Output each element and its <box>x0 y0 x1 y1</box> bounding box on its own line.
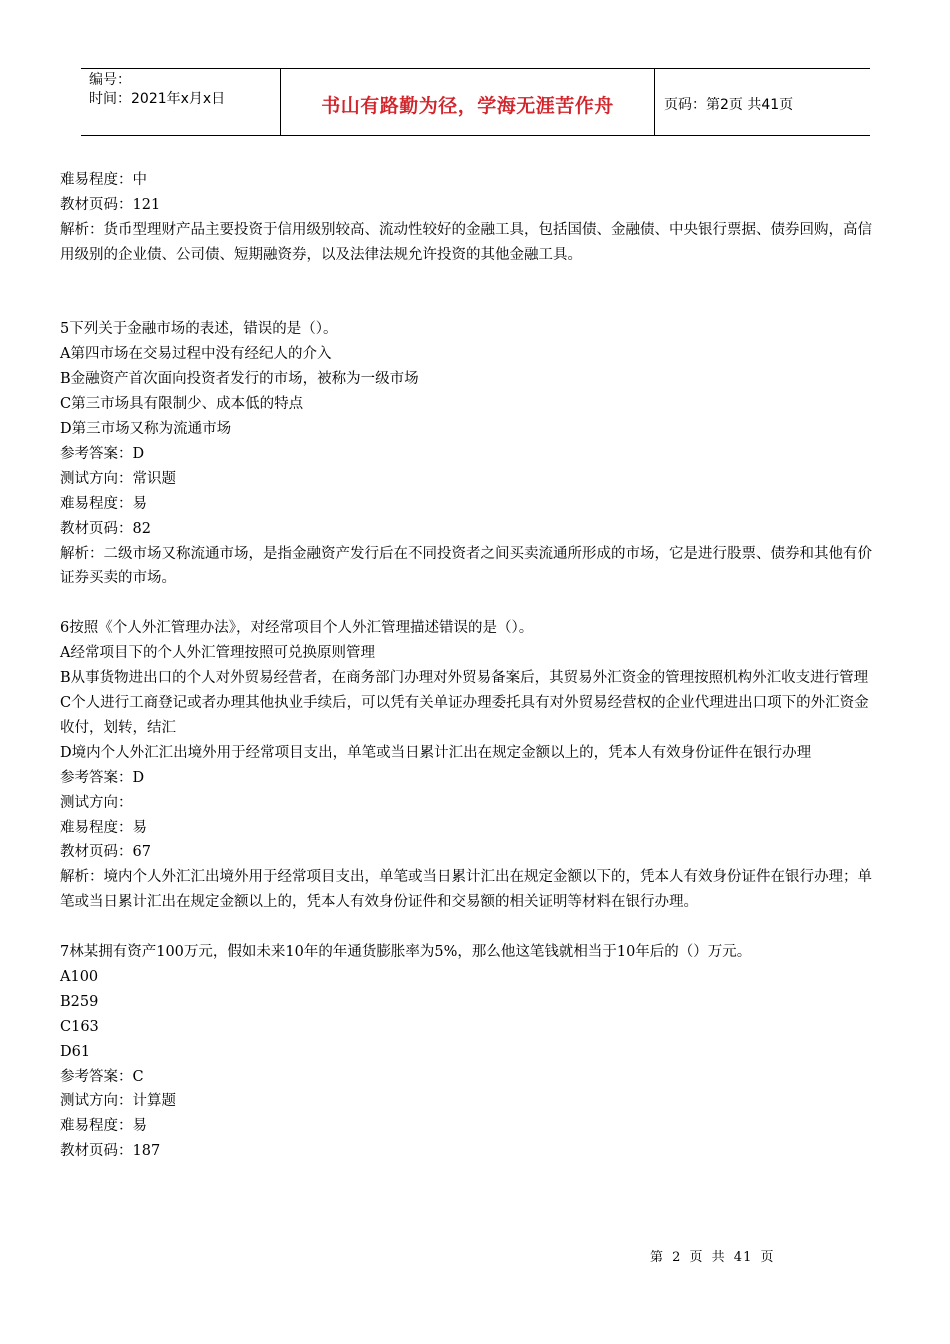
spacer <box>60 591 882 616</box>
spacer <box>60 268 882 318</box>
q7-answer: 参考答案：C <box>60 1068 144 1085</box>
page-footer: 第 2 页 共 41 页 <box>650 1250 775 1265</box>
q5-question: 5下列关于金融市场的表述，错误的是（）。 <box>60 321 338 338</box>
q7-option-d: D61 <box>60 1043 91 1060</box>
q5-analysis: 解析：二级市场又称流通市场，是指金融资产发行后在不同投资者之间买卖流通所形成的市场，它是进行股票、债券和其他有价证券买卖的市场。 <box>60 545 872 587</box>
date-label: 时间：2021年x月x日 <box>89 91 226 107</box>
q5-option-a: A第四市场在交易过程中没有经纪人的介入 <box>60 346 332 363</box>
q7-difficulty: 难易程度：易 <box>60 1118 147 1135</box>
q7-option-c: C163 <box>60 1018 99 1035</box>
q4-analysis: 解析：货币型理财产品主要投资于信用级别较高、流动性较好的金融工具，包括国债、金融债、中央银行票据、债券回购，高信用级别的企业债、公司债、短期融资券，以及法律法规允许投资的其他金融工具。 <box>60 221 872 263</box>
header-meta <box>81 69 281 135</box>
q6-option-c: C个人进行工商登记或者办理其他执业手续后，可以凭有关单证办理委托具有对外贸易经营权的企业代理进出口项下的外汇资金收付，划转，结汇 <box>60 695 869 736</box>
q5-option-b: B金融资产首次面向投资者发行的市场，被称为一级市场 <box>60 371 419 388</box>
q7-option-b: B259 <box>60 993 99 1010</box>
q5-answer: 参考答案：D <box>60 445 145 462</box>
q6-textbook-page: 教材页码：67 <box>60 844 151 861</box>
header-page-label: 页码：第2页 共41页 <box>664 97 794 113</box>
q6-difficulty: 难易程度：易 <box>60 819 147 836</box>
q5-textbook-page: 教材页码：82 <box>60 520 151 537</box>
q4-textbook-page: 教材页码：121 <box>60 196 161 213</box>
q5-option-c: C第三市场具有限制少、成本低的特点 <box>60 396 304 413</box>
q5-difficulty: 难易程度：易 <box>60 495 147 512</box>
q7-direction: 测试方向：计算题 <box>60 1093 176 1110</box>
q5-option-d: D第三市场又称为流通市场 <box>60 421 232 438</box>
header-motto: 书山有路勤为径，学海无涯苦作舟 <box>281 69 655 135</box>
spacer <box>60 915 882 940</box>
q6-option-a: A经常项目下的个人外汇管理按照可兑换原则管理 <box>60 645 375 662</box>
q6-answer: 参考答案：D <box>60 769 145 786</box>
q6-option-d: D境内个人外汇汇出境外用于经常项目支出，单笔或当日累计汇出在规定金额以上的，凭本人有效身份证件在银行办理 <box>60 744 812 761</box>
q6-direction: 测试方向： <box>60 794 133 811</box>
code-label: 编号： <box>89 72 131 88</box>
q7-question: 7林某拥有资产100万元，假如未来10年的年通货膨胀率为5%，那么他这笔钱就相当于10年后的（）万元。 <box>60 944 752 961</box>
q7-option-a: A100 <box>60 968 99 985</box>
document-body <box>60 168 882 1164</box>
page-header <box>81 68 870 136</box>
q6-option-b: B从事货物进出口的个人对外贸易经营者，在商务部门办理对外贸易备案后，其贸易外汇资金的管理按照机构外汇收支进行管理 <box>60 670 869 687</box>
q5-direction: 测试方向：常识题 <box>60 470 176 487</box>
q7-textbook-page: 教材页码：187 <box>60 1143 161 1160</box>
q6-question: 6按照《个人外汇管理办法》，对经常项目个人外汇管理描述错误的是（）。 <box>60 620 534 637</box>
q4-difficulty: 难易程度：中 <box>60 172 147 188</box>
q6-analysis: 解析：境内个人外汇汇出境外用于经常项目支出，单笔或当日累计汇出在规定金额以下的，凭本人有效身份证件在银行办理；单笔或当日累计汇出在规定金额以上的，凭本人有效身份证件和交易额的相关证明等材料在银行办理。 <box>60 869 872 911</box>
